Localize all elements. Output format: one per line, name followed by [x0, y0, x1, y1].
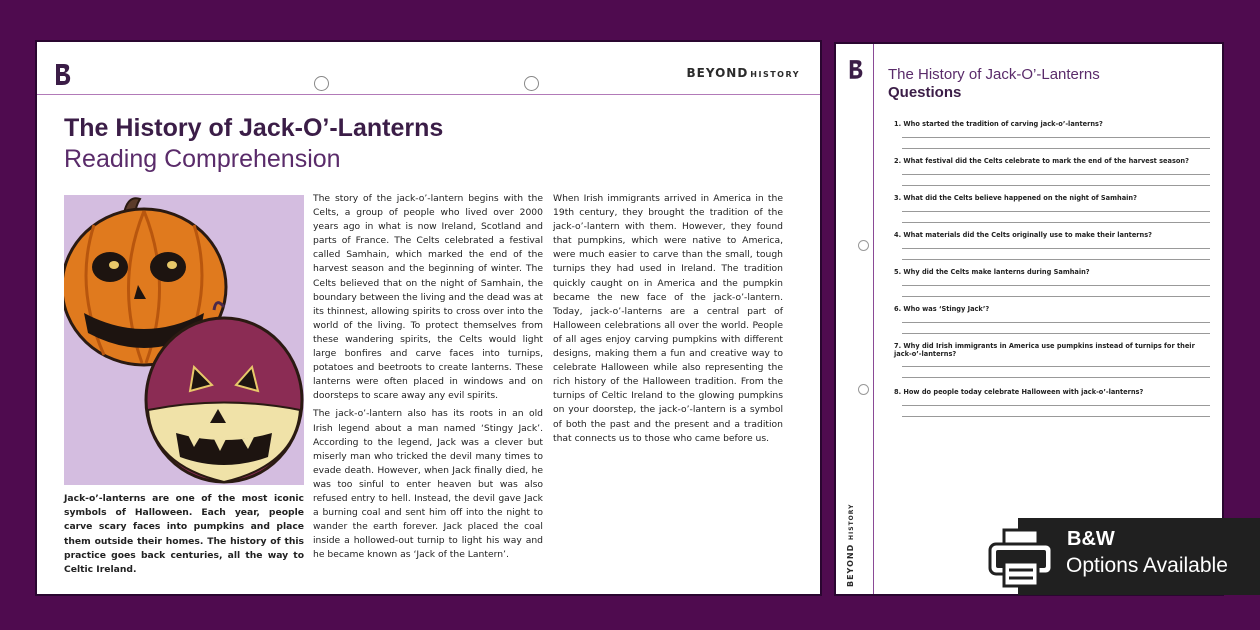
question-item: 4. What materials did the Celts originally use to make their lanterns? [894, 231, 1210, 268]
question-item: 7. Why did Irish immigrants in America use pumpkins instead of turnips for their jack-o’-lanterns? [894, 342, 1210, 388]
header-divider [37, 94, 820, 95]
margin-line [873, 44, 874, 594]
text-column-2 [553, 192, 783, 450]
punch-hole [858, 240, 869, 251]
questions-title: The History of Jack-O’-Lanterns [888, 66, 1100, 83]
question-list [894, 120, 1210, 425]
question-item: 1. Who started the tradition of carving jack-o’-lanterns? [894, 120, 1210, 157]
paragraph: When Irish immigrants arrived in America in the 19th century, they brought the tradition of the jack-o’-lantern with them. However, they found that pumpkins, which were native to America, were much easier to carve than the small, tough turnips they had used in Ireland. The tradition quickly caught on in America and the pumpkin became the new face of the jack-o’-lantern. Today, jack-o’-lanterns are a central part of Halloween celebrations all over the world. People of all ages enjoy carving pumpkins with different designs, making them a fun and creative way to celebrate Halloween while also representing the rich history of the Halloween tradition. From the turnips of Celtic Ireland to the glowing pumpkins on your doorstep, the jack-o’-lantern is a symbol of both the past and the present and a tradition that connects us to those who came before us. [553, 193, 783, 444]
beyond-logo-icon [54, 62, 72, 86]
paragraph: The jack-o’-lantern also has its roots in an old Irish legend about a man named ‘Stingy Jack’. According to the legend, Jack was a clever but miserly man who tricked the devil many times to evade death. However, when Jack finally died, he was too sinful to enter heaven but was also refused entry to hell. Instead, the devil gave Jack a burning coal and sent him off into the night to wander the earth forever. Jack placed the coal inside a hollowed-out turnip to light his way and he became known as ‘Jack of the Lantern’. [313, 408, 543, 561]
question-item: 8. How do people today celebrate Halloween with jack-o’-lanterns? [894, 388, 1210, 425]
reading-worksheet-page [37, 42, 820, 594]
questions-subtitle: Questions [888, 84, 962, 101]
beyond-logo-icon [848, 58, 864, 80]
punch-hole [314, 76, 329, 91]
bw-options-banner[interactable] [1018, 518, 1260, 595]
questions-worksheet-page [836, 44, 1222, 594]
page-subtitle: Reading Comprehension [64, 145, 341, 173]
question-item: 3. What did the Celts believe happened on the night of Samhain? [894, 194, 1210, 231]
punch-hole [858, 384, 869, 395]
brand-wordmark: BEYOND HISTORY [686, 66, 800, 80]
paragraph: The story of the jack-o’-lantern begins with the Celts, a group of people who lived over 2000 years ago in what is now Ireland, Scotland and parts of France. The Celts celebrated a festival called Samhain, which marked the end of the harvest season and the beginning of winter. The Celts believed that on the night of Samhain, the boundary between the living and the dead was at its thinnest, allowing spirits to cross over into the world of the living. To protect themselves from these wandering spirits, the Celts would light large bonfires and carve faces into turnips, potatoes and beetroots to create lanterns. These lanterns were often placed in windows and on doorsteps to scare away any evil spirits. [313, 193, 543, 402]
banner-subheading: Options Available [1066, 554, 1228, 577]
intro-caption: Jack-o’-lanterns are one of the most iconic symbols of Halloween. Each year, people carve scary faces into pumpkins and place them outside their homes. The history of this practice goes back centuries, all the way to Celtic Ireland. [64, 493, 304, 576]
jack-o-lantern-illustration [64, 195, 304, 485]
banner-heading: B&W [1067, 528, 1115, 550]
question-item: 5. Why did the Celts make lanterns during Samhain? [894, 268, 1210, 305]
question-item: 6. Who was ‘Stingy Jack’? [894, 305, 1210, 342]
printer-icon [986, 528, 1056, 590]
punch-hole [524, 76, 539, 91]
question-item: 2. What festival did the Celts celebrate to mark the end of the harvest season? [894, 157, 1210, 194]
vertical-brand-wordmark: BEYOND HISTORY [846, 503, 855, 587]
text-column-1 [313, 192, 543, 566]
page-title: The History of Jack-O’-Lanterns [64, 114, 444, 142]
